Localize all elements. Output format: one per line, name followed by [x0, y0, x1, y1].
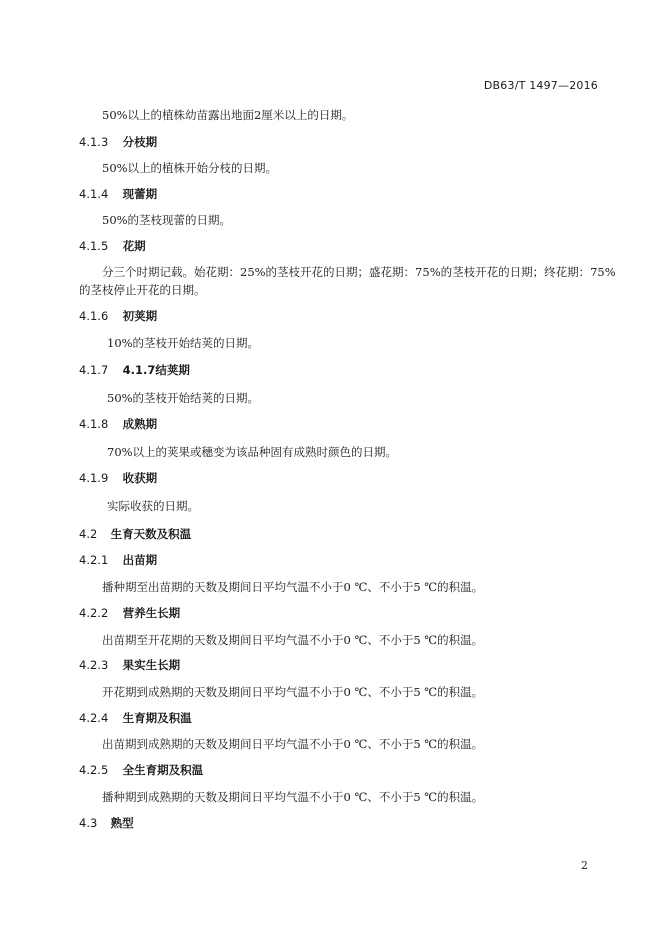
- section-title: 分枝期: [122, 135, 158, 149]
- section-heading: [79, 416, 157, 432]
- section-heading: [79, 526, 191, 542]
- paragraph-line: 10%的茎枝开始结荚的日期。: [107, 336, 260, 350]
- section-title: 全生育期及积温: [122, 763, 204, 777]
- paragraph-line: 开花期到成熟期的天数及期间日平均气温不小于0 ℃、不小于5 ℃的积温。: [102, 685, 484, 699]
- section-number: 4.1.8: [79, 417, 109, 431]
- section-heading: [79, 552, 157, 568]
- section-number: 4.2.2: [79, 606, 109, 620]
- section-number: 4.2.3: [79, 658, 109, 672]
- section-number: 4.2: [79, 527, 98, 541]
- section-number: 4.1.5: [79, 239, 109, 253]
- section-title: 成熟期: [122, 417, 158, 431]
- section-title: 熟型: [110, 816, 134, 830]
- paragraph-line: 播种期到成熟期的天数及期间日平均气温不小于0 ℃、不小于5 ℃的积温。: [102, 790, 484, 804]
- section-title: 出苗期: [122, 553, 158, 567]
- section-heading: [79, 362, 190, 378]
- section-heading: [79, 238, 146, 254]
- section-heading: [79, 657, 180, 673]
- paragraph-line: 50%以上的植株开始分枝的日期。: [102, 161, 278, 175]
- paragraph-line: 50%以上的植株幼苗露出地面2厘米以上的日期。: [102, 108, 354, 122]
- section-title: 营养生长期: [122, 606, 181, 620]
- section-number: 4.1.3: [79, 135, 109, 149]
- section-heading: [79, 186, 157, 202]
- paragraph-line: 50%的茎枝现蕾的日期。: [102, 213, 232, 227]
- section-heading: [79, 470, 157, 486]
- paragraph-line: 实际收获的日期。: [107, 499, 199, 513]
- section-title: 初荚期: [122, 309, 158, 323]
- section-number: 4.1.7: [79, 363, 109, 377]
- section-heading: [79, 605, 180, 621]
- paragraph-line: 70%以上的荚果或穗变为该品种固有成熟时颜色的日期。: [107, 445, 398, 459]
- paragraph-line: 播种期至出苗期的天数及期间日平均气温不小于0 ℃、不小于5 ℃的积温。: [102, 580, 484, 594]
- section-title: 生育天数及积温: [110, 527, 192, 541]
- paragraph-line: 的茎枝停止开花的日期。: [79, 283, 206, 297]
- section-title: 4.1.7结荚期: [122, 363, 190, 377]
- section-number: 4.2.4: [79, 711, 109, 725]
- section-title: 生育期及积温: [122, 711, 192, 725]
- section-title: 收获期: [122, 471, 158, 485]
- section-title: 现蕾期: [122, 187, 158, 201]
- page-number: 2: [581, 859, 588, 872]
- section-title: 果实生长期: [122, 658, 181, 672]
- paragraph-line: 出苗期到成熟期的天数及期间日平均气温不小于0 ℃、不小于5 ℃的积温。: [102, 737, 484, 751]
- section-number: 4.1.9: [79, 471, 109, 485]
- section-number: 4.2.5: [79, 763, 109, 777]
- section-heading: [79, 710, 192, 726]
- section-number: 4.1.6: [79, 309, 109, 323]
- section-heading: [79, 815, 134, 831]
- section-heading: [79, 762, 203, 778]
- section-number: 4.1.4: [79, 187, 109, 201]
- document-code: DB63/T 1497—2016: [483, 79, 598, 92]
- section-number: 4.2.1: [79, 553, 109, 567]
- paragraph-line: 50%的茎枝开始结荚的日期。: [107, 391, 260, 405]
- section-title: 花期: [122, 239, 146, 253]
- section-heading: [79, 308, 157, 324]
- paragraph-line: 出苗期至开花期的天数及期间日平均气温不小于0 ℃、不小于5 ℃的积温。: [102, 633, 484, 647]
- section-heading: [79, 134, 157, 150]
- section-number: 4.3: [79, 816, 98, 830]
- paragraph-line: 分三个时期记载。始花期：25%的茎枝开花的日期；盛花期：75%的茎枝开花的日期；终花期：75%: [102, 265, 616, 279]
